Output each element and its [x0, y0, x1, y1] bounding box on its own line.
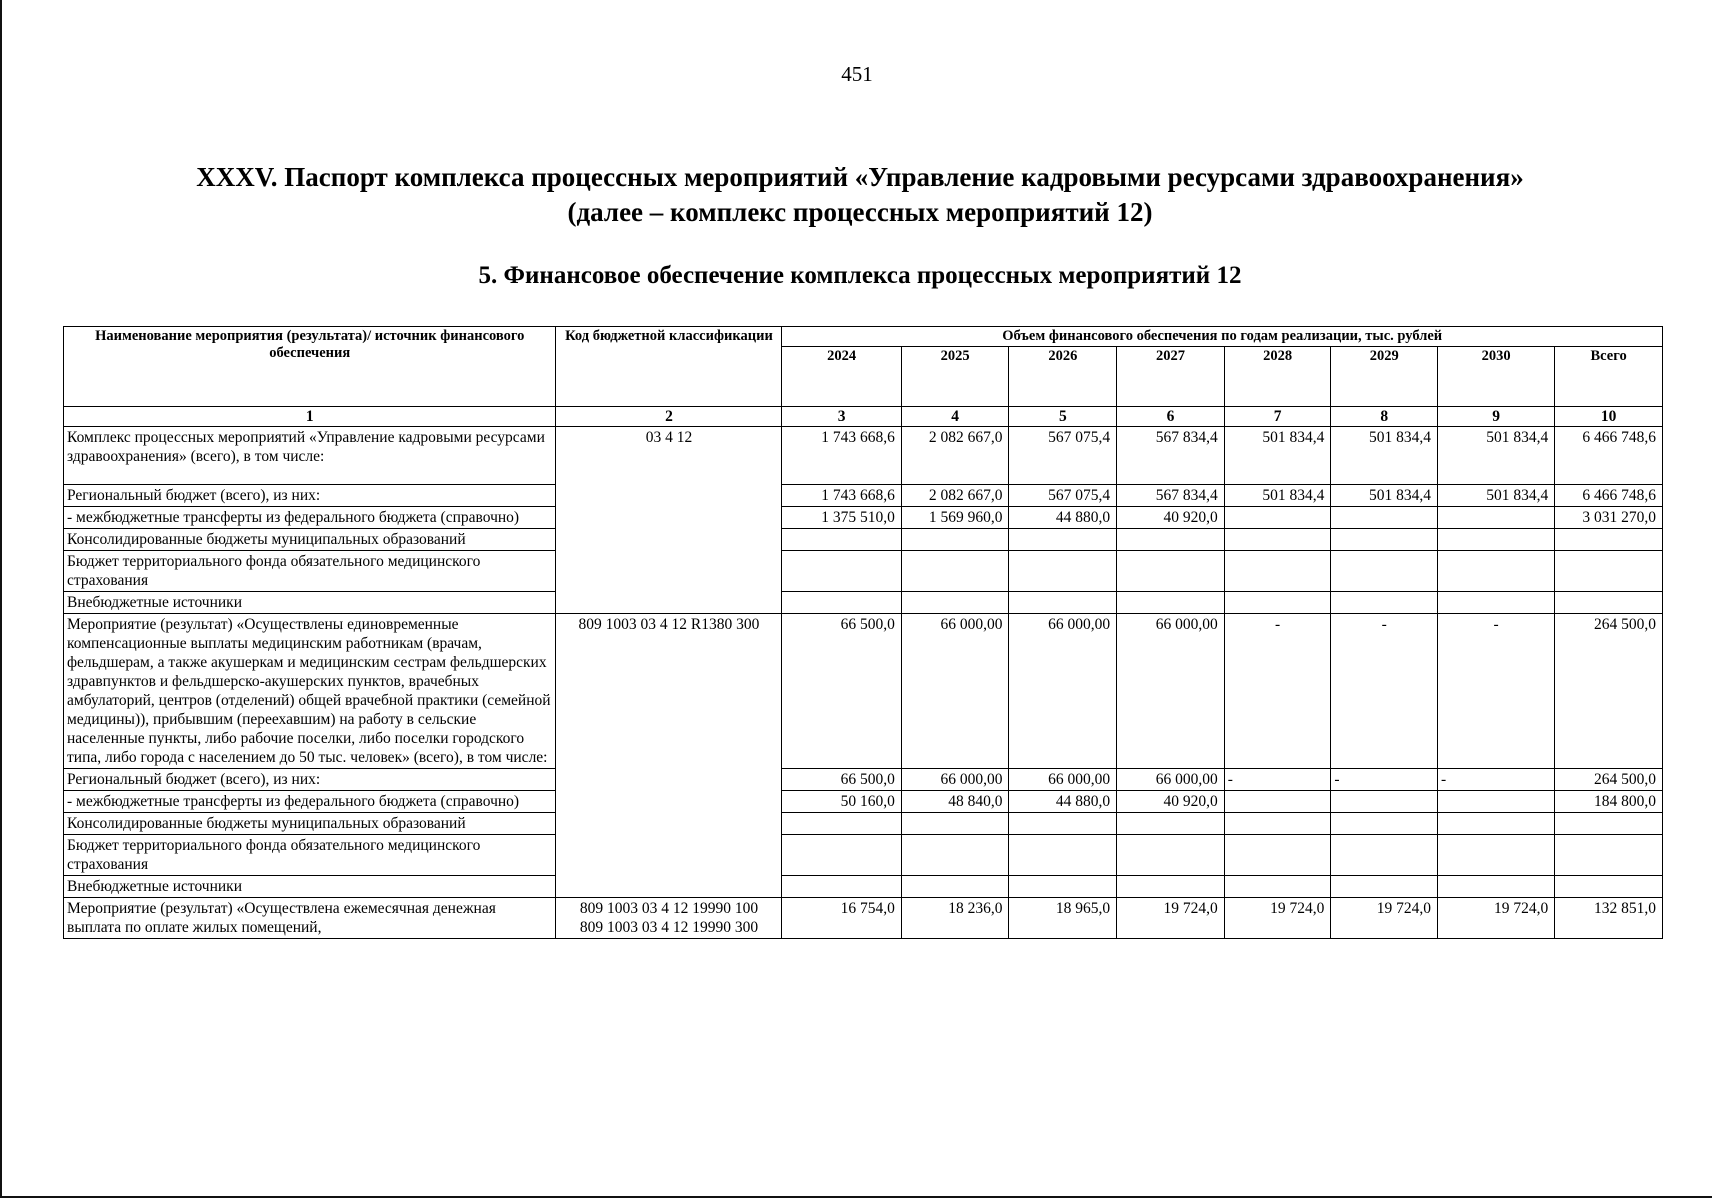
value-cell: [782, 876, 901, 898]
col-number: 3: [782, 407, 901, 427]
value-cell: 40 920,0: [1117, 507, 1225, 529]
value-cell: [1331, 551, 1438, 592]
value-cell: -: [1437, 614, 1554, 769]
value-cell: 1 743 668,6: [782, 427, 901, 485]
value-cell: 2 082 667,0: [901, 485, 1009, 507]
value-cell: [901, 529, 1009, 551]
value-cell: [1117, 592, 1225, 614]
col-number: 6: [1117, 407, 1225, 427]
value-cell: 19 724,0: [1224, 898, 1331, 939]
table-row: [64, 835, 1663, 876]
table-row: [64, 485, 1663, 507]
value-cell: [1555, 813, 1663, 835]
value-cell: [901, 876, 1009, 898]
value-cell: [1555, 592, 1663, 614]
value-cell: 66 000,00: [901, 614, 1009, 769]
value-cell: [1117, 813, 1225, 835]
budget-code-line: 809 1003 03 4 12 19990 300: [579, 919, 759, 936]
value-cell: -: [1437, 769, 1554, 791]
value-cell: 264 500,0: [1555, 769, 1663, 791]
value-cell: [1009, 835, 1117, 876]
value-cell: [1009, 876, 1117, 898]
value-cell: [1437, 592, 1554, 614]
value-cell: 44 880,0: [1009, 791, 1117, 813]
header-year: 2025: [901, 347, 1009, 407]
value-cell: [1437, 835, 1554, 876]
value-cell: [901, 551, 1009, 592]
value-cell: 6 466 748,6: [1555, 485, 1663, 507]
value-cell: 132 851,0: [1555, 898, 1663, 939]
value-cell: [1224, 592, 1331, 614]
value-cell: [1331, 876, 1438, 898]
value-cell: [1224, 813, 1331, 835]
row-name: Комплекс процессных мероприятий «Управление кадровыми ресурсами здравоохранения» (всего), в том числе:: [64, 427, 556, 485]
table-row: [64, 813, 1663, 835]
budget-code-line: 809 1003 03 4 12 19990 100: [579, 900, 759, 917]
value-cell: [1224, 835, 1331, 876]
table-row: [64, 529, 1663, 551]
value-cell: [1437, 529, 1554, 551]
budget-code: [556, 898, 782, 939]
row-name: Бюджет территориального фонда обязательного медицинского страхования: [64, 835, 556, 876]
value-cell: [1331, 813, 1438, 835]
value-cell: [1331, 529, 1438, 551]
value-cell: 66 000,00: [1117, 769, 1225, 791]
table-row: [64, 592, 1663, 614]
col-number: 10: [1555, 407, 1663, 427]
value-cell: [1331, 592, 1438, 614]
value-cell: [1009, 529, 1117, 551]
value-cell: [901, 835, 1009, 876]
value-cell: [901, 813, 1009, 835]
value-cell: [1437, 791, 1554, 813]
header-name-col: Наименование мероприятия (результата)/ источник финансового обеспечения: [64, 327, 556, 407]
value-cell: [1437, 551, 1554, 592]
row-name: Региональный бюджет (всего), из них:: [64, 485, 556, 507]
value-cell: [1009, 592, 1117, 614]
value-cell: 19 724,0: [1437, 898, 1554, 939]
table-row: [64, 427, 1663, 485]
value-cell: [1437, 876, 1554, 898]
value-cell: [1224, 791, 1331, 813]
value-cell: [1437, 507, 1554, 529]
value-cell: [782, 551, 901, 592]
value-cell: 501 834,4: [1437, 427, 1554, 485]
table-row: [64, 898, 1663, 939]
value-cell: 44 880,0: [1009, 507, 1117, 529]
row-name: Бюджет территориального фонда обязательного медицинского страхования: [64, 551, 556, 592]
document-title: [80, 160, 1640, 230]
value-cell: [1331, 835, 1438, 876]
col-number: 9: [1437, 407, 1554, 427]
value-cell: 50 160,0: [782, 791, 901, 813]
col-number: 8: [1331, 407, 1438, 427]
header-year: 2024: [782, 347, 901, 407]
value-cell: 66 000,00: [1117, 614, 1225, 769]
value-cell: -: [1224, 614, 1331, 769]
value-cell: 1 569 960,0: [901, 507, 1009, 529]
value-cell: 1 743 668,6: [782, 485, 901, 507]
value-cell: 567 075,4: [1009, 427, 1117, 485]
col-number: 2: [556, 407, 782, 427]
value-cell: [901, 592, 1009, 614]
page-number: 451: [841, 62, 873, 86]
header-year: 2028: [1224, 347, 1331, 407]
col-number: 7: [1224, 407, 1331, 427]
value-cell: 1 375 510,0: [782, 507, 901, 529]
value-cell: [782, 813, 901, 835]
value-cell: 66 000,00: [1009, 769, 1117, 791]
value-cell: 66 500,0: [782, 614, 901, 769]
value-cell: [1331, 507, 1438, 529]
header-total: Всего: [1555, 347, 1663, 407]
value-cell: [1224, 551, 1331, 592]
value-cell: [1437, 813, 1554, 835]
value-cell: 18 965,0: [1009, 898, 1117, 939]
table-row: [64, 876, 1663, 898]
row-name: Внебюджетные источники: [64, 876, 556, 898]
value-cell: 184 800,0: [1555, 791, 1663, 813]
value-cell: 264 500,0: [1555, 614, 1663, 769]
value-cell: 501 834,4: [1331, 427, 1438, 485]
value-cell: [1224, 529, 1331, 551]
financing-table: [63, 326, 1663, 939]
value-cell: -: [1224, 769, 1331, 791]
value-cell: 48 840,0: [901, 791, 1009, 813]
value-cell: [782, 592, 901, 614]
value-cell: [1117, 551, 1225, 592]
value-cell: [1555, 529, 1663, 551]
budget-code: 809 1003 03 4 12 R1380 300: [556, 614, 782, 898]
value-cell: [1224, 507, 1331, 529]
table-row: [64, 769, 1663, 791]
table-row: [64, 791, 1663, 813]
value-cell: 501 834,4: [1437, 485, 1554, 507]
row-name: - межбюджетные трансферты из федерального бюджета (справочно): [64, 791, 556, 813]
value-cell: -: [1331, 614, 1438, 769]
value-cell: 66 000,00: [1009, 614, 1117, 769]
value-cell: [1331, 791, 1438, 813]
value-cell: [1555, 551, 1663, 592]
value-cell: 18 236,0: [901, 898, 1009, 939]
section-title: 5. Финансовое обеспечение комплекса процессных мероприятий 12: [478, 262, 1242, 289]
value-cell: [1224, 876, 1331, 898]
value-cell: 3 031 270,0: [1555, 507, 1663, 529]
row-name: Консолидированные бюджеты муниципальных образований: [64, 529, 556, 551]
column-number-row: [64, 407, 1663, 427]
header-year: 2027: [1117, 347, 1225, 407]
header-code-col: Код бюджетной классификации: [556, 327, 782, 407]
value-cell: 66 500,0: [782, 769, 901, 791]
value-cell: 66 000,00: [901, 769, 1009, 791]
table-row: [64, 551, 1663, 592]
value-cell: 19 724,0: [1117, 898, 1225, 939]
row-name: Региональный бюджет (всего), из них:: [64, 769, 556, 791]
header-year: 2030: [1437, 347, 1554, 407]
value-cell: [1555, 835, 1663, 876]
value-cell: [782, 835, 901, 876]
value-cell: 16 754,0: [782, 898, 901, 939]
col-number: 1: [64, 407, 556, 427]
row-name: Мероприятие (результат) «Осуществлена ежемесячная денежная выплата по оплате жилых помещений,: [64, 898, 556, 939]
value-cell: [1009, 813, 1117, 835]
value-cell: [1555, 876, 1663, 898]
value-cell: 567 834,4: [1117, 485, 1225, 507]
row-name: Консолидированные бюджеты муниципальных образований: [64, 813, 556, 835]
title-line-1: XXXV. Паспорт комплекса процессных мероприятий «Управление кадровыми ресурсами здравоохранения»: [196, 162, 1524, 192]
title-line-2: (далее – комплекс процессных мероприятий 12): [567, 197, 1153, 227]
value-cell: [1117, 835, 1225, 876]
value-cell: 567 075,4: [1009, 485, 1117, 507]
table-row: [64, 614, 1663, 769]
row-name: - межбюджетные трансферты из федерального бюджета (справочно): [64, 507, 556, 529]
header-volume-group: Объем финансового обеспечения по годам реализации, тыс. рублей: [782, 327, 1663, 347]
value-cell: [1117, 876, 1225, 898]
header-year: 2029: [1331, 347, 1438, 407]
value-cell: 40 920,0: [1117, 791, 1225, 813]
value-cell: -: [1331, 769, 1438, 791]
row-name: Внебюджетные источники: [64, 592, 556, 614]
value-cell: 2 082 667,0: [901, 427, 1009, 485]
value-cell: [1117, 529, 1225, 551]
value-cell: 6 466 748,6: [1555, 427, 1663, 485]
value-cell: [782, 529, 901, 551]
budget-code: 03 4 12: [556, 427, 782, 614]
table-row: [64, 507, 1663, 529]
value-cell: 501 834,4: [1331, 485, 1438, 507]
col-number: 5: [1009, 407, 1117, 427]
value-cell: 501 834,4: [1224, 427, 1331, 485]
row-name: Мероприятие (результат) «Осуществлены единовременные компенсационные выплаты медицинским работникам (врачам, фельдшерам, а также акушеркам и медицинским сестрам фельдшерских здравпунктов и фельдшерско-акушерских пунктов, врачебных амбулаторий, центров (отделений) общей врачебной практики (семейной медицины)), прибывшим (переехавшим) на работу в сельские населенные пункты, либо рабочие поселки, либо поселки городского типа, либо города с населением до 50 тыс. человек» (всего), в том числе:: [64, 614, 556, 769]
col-number: 4: [901, 407, 1009, 427]
value-cell: 19 724,0: [1331, 898, 1438, 939]
value-cell: [1009, 551, 1117, 592]
value-cell: 567 834,4: [1117, 427, 1225, 485]
header-year: 2026: [1009, 347, 1117, 407]
value-cell: 501 834,4: [1224, 485, 1331, 507]
